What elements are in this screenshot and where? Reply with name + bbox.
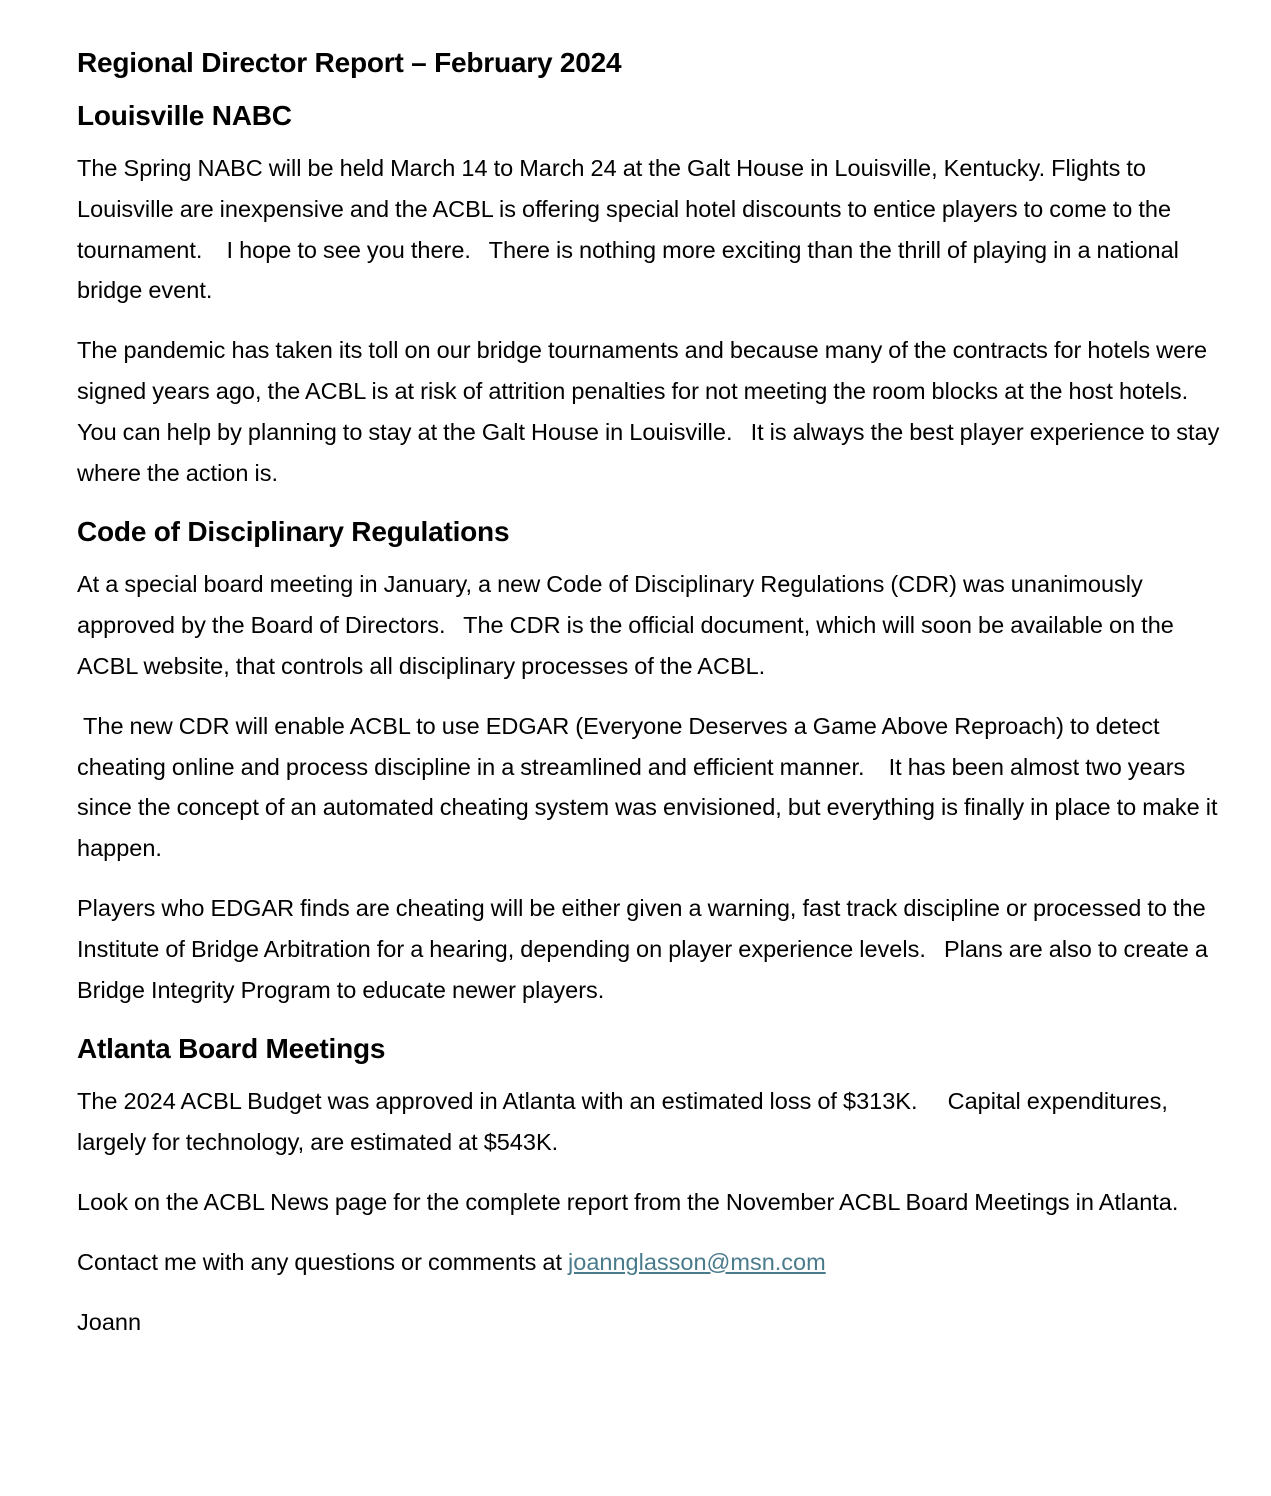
paragraph: At a special board meeting in January, a new Code of Disciplinary Regulations (CDR) was unanimously approved by the Board of Directors. The CDR is the official document, which will soon be available on the ACBL website, that controls all disciplinary processes of the ACBL. bbox=[77, 571, 1179, 679]
document-title: Regional Director Report – February 2024 bbox=[77, 47, 622, 78]
section-heading: Code of Disciplinary Regulations bbox=[77, 516, 510, 548]
paragraph: The new CDR will enable ACBL to use EDGAR (Everyone Deserves a Game Above Reproach) to detect cheating online and process discipline in a streamlined and efficient manner. It has been almost two years since the concept of an automated cheating system was envisioned, but everything is finally in place to make it happen. bbox=[77, 712, 1224, 862]
section-atlanta-board-meetings bbox=[77, 1029, 1227, 1222]
signature: Joann bbox=[77, 1308, 142, 1335]
contact-line bbox=[77, 1242, 1227, 1283]
section-heading: Atlanta Board Meetings bbox=[77, 1033, 386, 1065]
document-page bbox=[77, 38, 1227, 1342]
paragraph: Players who EDGAR finds are cheating will be either given a warning, fast track discipline or processed to the Institute of Bridge Arbitration for a hearing, depending on player experience levels. Plans are also to create a Bridge Integrity Program to educate newer players. bbox=[77, 894, 1214, 1003]
paragraph: The pandemic has taken its toll on our bridge tournaments and because many of the contracts for hotels were signed years ago, the ACBL is at risk of attrition penalties for not meeting the room blocks at the host hotels. You can help by planning to stay at the Galt House in Louisville. It is always the best player experience to stay where the action is. bbox=[77, 337, 1226, 486]
email-link[interactable]: joannglasson@msn.com bbox=[568, 1248, 826, 1275]
section-heading: Louisville NABC bbox=[77, 100, 292, 131]
section-code-of-disciplinary-regulations bbox=[77, 512, 1227, 1010]
paragraph: The Spring NABC will be held March 14 to March 24 at the Galt House in Louisville, Kentucky. Flights to Louisville are inexpensive and the ACBL is offering special hotel discounts to entice players to come to the tournament. I hope to see you there. There is nothing more exciting than the thrill of playing in a national bridge event. bbox=[77, 155, 1185, 304]
contact-text: Contact me with any questions or comments at bbox=[77, 1248, 569, 1275]
section-louisville-nabc bbox=[77, 96, 1227, 493]
paragraph: Look on the ACBL News page for the complete report from the November ACBL Board Meetings in Atlanta. bbox=[77, 1188, 1179, 1215]
paragraph: The 2024 ACBL Budget was approved in Atlanta with an estimated loss of $313K. Capital expenditures, largely for technology, are estimated at $543K. bbox=[77, 1088, 1174, 1156]
